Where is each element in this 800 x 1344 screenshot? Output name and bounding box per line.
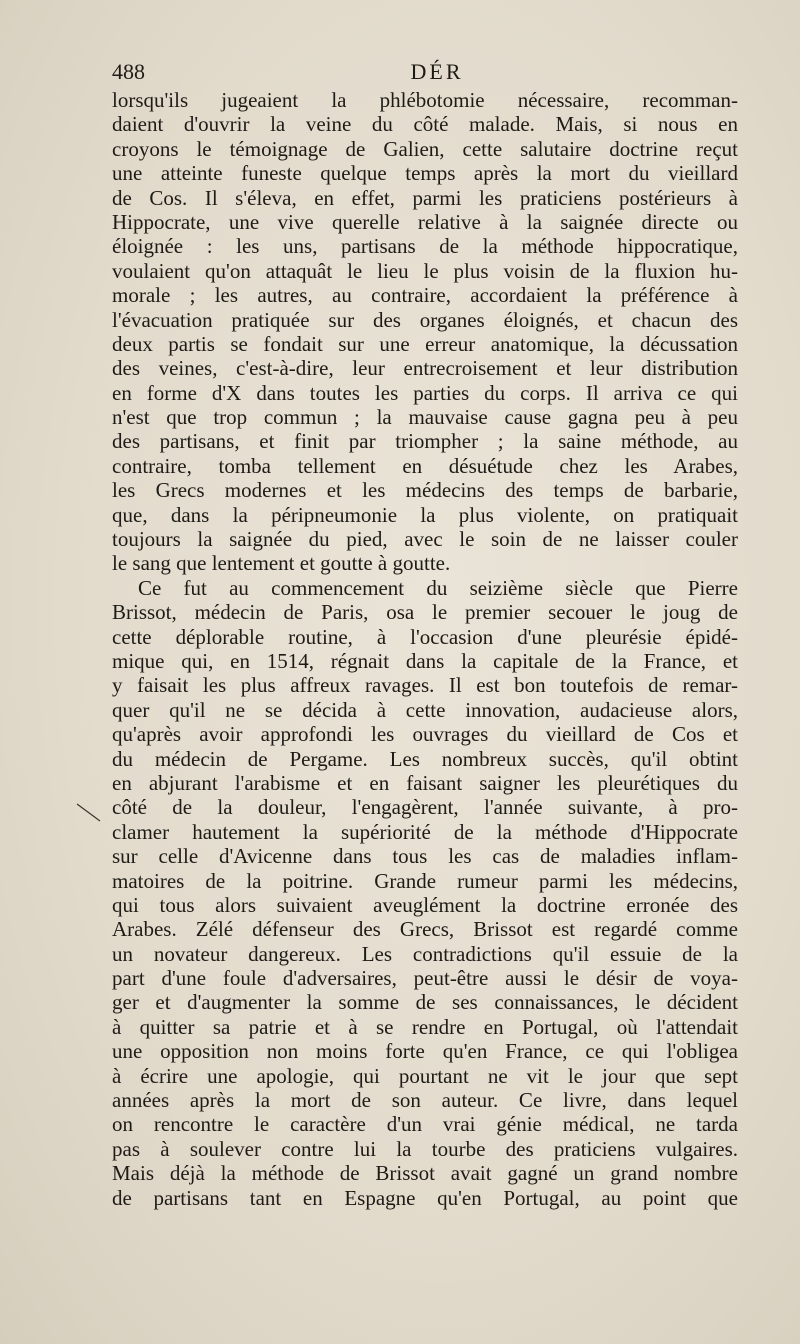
text-line: à écrire une apologie, qui pourtant ne vit le jour que sept	[112, 1063, 738, 1088]
text-line: toujours la saignée du pied, avec le soin de ne laisser couler	[112, 527, 738, 552]
text-line: y faisait les plus affreux ravages. Il est bon toutefois de remar-	[112, 673, 738, 698]
text-line: une opposition non moins forte qu'en France, ce qui l'obligea	[112, 1039, 738, 1064]
text-line: Ce fut au commencement du seizième siècle que Pierre	[138, 575, 738, 600]
text-line: pas à soulever contre lui la tourbe des praticiens vulgaires.	[112, 1136, 738, 1161]
text-line: de Cos. Il s'éleva, en effet, parmi les praticiens postérieurs à	[112, 185, 738, 210]
text-line: côté de la douleur, l'engagèrent, l'année suivante, à pro-	[112, 795, 738, 820]
text-line: années après la mort de son auteur. Ce livre, dans lequel	[112, 1088, 738, 1113]
text-line: l'évacuation pratiquée sur des organes éloignés, et chacun des	[112, 307, 738, 332]
text-line: mique qui, en 1514, régnait dans la capitale de la France, et	[112, 648, 738, 673]
text-line: le sang que lentement et goutte à goutte.	[112, 551, 451, 576]
text-line: Mais déjà la méthode de Brissot avait gagné un grand nombre	[112, 1161, 738, 1186]
text-line: de partisans tant en Espagne qu'en Portugal, au point que	[112, 1185, 738, 1210]
text-line: que, dans la péripneumonie la plus violente, on pratiquait	[112, 502, 738, 527]
text-line: croyons le témoignage de Galien, cette salutaire doctrine reçut	[112, 136, 738, 161]
running-head-word: DÉR	[410, 59, 464, 84]
paragraph	[112, 88, 738, 576]
body-text	[112, 88, 738, 1210]
text-line: matoires de la poitrine. Grande rumeur parmi les médecins,	[112, 868, 738, 893]
text-line: deux partis se fondait sur une erreur anatomique, la décussation	[112, 331, 738, 356]
text-line: clamer hautement la supériorité de la méthode d'Hippocrate	[112, 819, 738, 844]
text-line: une atteinte funeste quelque temps après la mort du vieillard	[112, 161, 738, 186]
text-line: qu'après avoir approfondi les ouvrages du vieillard de Cos et	[112, 722, 738, 747]
text-line: contraire, tomba tellement en désuétude chez les Arabes,	[112, 453, 738, 478]
text-line: quer qu'il ne se décida à cette innovation, audacieuse alors,	[112, 697, 738, 722]
text-line: daient d'ouvrir la veine du côté malade. Mais, si nous en	[112, 112, 738, 137]
text-line: morale ; les autres, au contraire, accordaient la préférence à	[112, 283, 738, 308]
text-line: n'est que trop commun ; la mauvaise cause gagna peu à peu	[112, 405, 738, 430]
text-line: cette déplorable routine, à l'occasion d'une pleurésie épidé-	[112, 624, 738, 649]
text-line: des veines, c'est-à-dire, leur entrecroisement et leur distribution	[112, 356, 738, 381]
text-line: Hippocrate, une vive querelle relative à la saignée directe ou	[112, 209, 738, 234]
text-line: lorsqu'ils jugeaient la phlébotomie nécessaire, recomman-	[112, 88, 738, 112]
text-line: part d'une foule d'adversaires, peut-être aussi le désir de voya-	[112, 966, 738, 991]
text-line: qui tous alors suivaient aveuglément la doctrine erronée des	[112, 892, 738, 917]
text-line: voulaient qu'on attaquât le lieu le plus voisin de la fluxion hu-	[112, 258, 738, 283]
text-line: du médecin de Pergame. Les nombreux succès, qu'il obtint	[112, 746, 738, 771]
text-line: Brissot, médecin de Paris, osa le premier secouer le joug de	[112, 600, 738, 625]
text-line: ger et d'augmenter la somme de ses connaissances, le décident	[112, 990, 738, 1015]
paragraph	[112, 576, 738, 1210]
running-head	[112, 56, 762, 88]
text-line: en abjurant l'arabisme et en faisant saigner les pleurétiques du	[112, 770, 738, 795]
text-line: Arabes. Zélé défenseur des Grecs, Brissot est regardé comme	[112, 917, 738, 942]
text-line: on rencontre le caractère d'un vrai génie médical, ne tarda	[112, 1112, 738, 1137]
pencil-margin-mark	[76, 803, 102, 823]
text-line: un novateur dangereux. Les contradictions qu'il essuie de la	[112, 941, 738, 966]
text-line: des partisans, et finit par triompher ; la saine méthode, au	[112, 429, 738, 454]
text-line: à quitter sa patrie et à se rendre en Portugal, où l'attendait	[112, 1014, 738, 1039]
text-line: éloignée : les uns, partisans de la méthode hippocratique,	[112, 234, 738, 259]
text-line: sur celle d'Avicenne dans tous les cas de maladies inflam-	[112, 844, 738, 869]
text-line: en forme d'X dans toutes les parties du corps. Il arriva ce qui	[112, 380, 738, 405]
text-line: les Grecs modernes et les médecins des temps de barbarie,	[112, 478, 738, 503]
page-number: 488	[112, 59, 145, 84]
